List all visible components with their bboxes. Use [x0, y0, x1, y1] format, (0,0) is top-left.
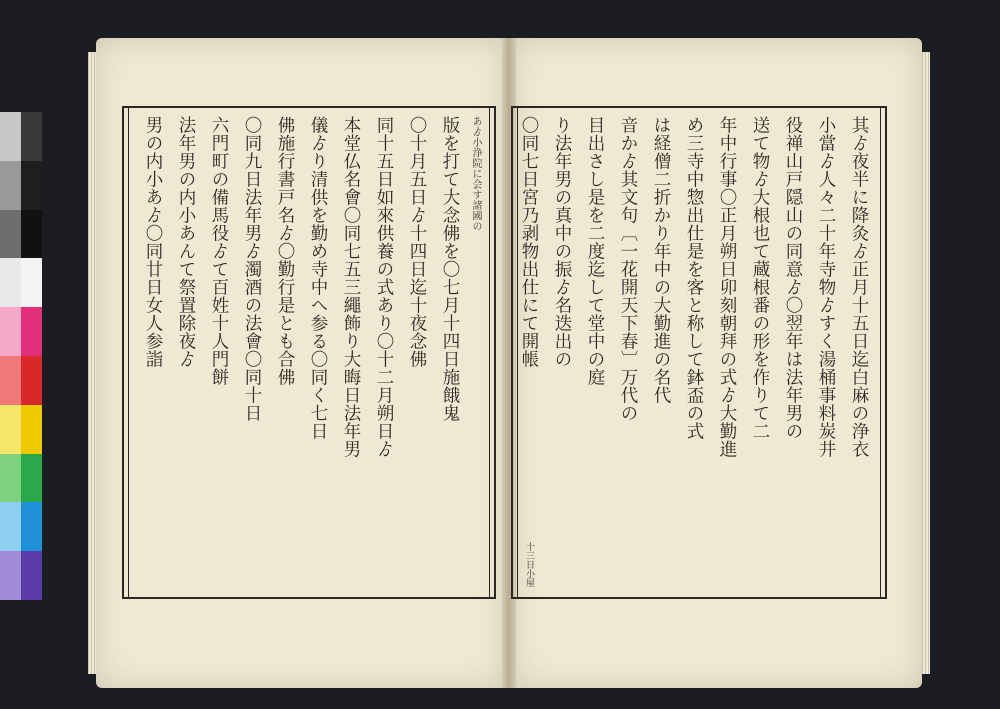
text-column: は経僧二折かり年中の大勤進の名代: [651, 116, 671, 404]
text-column: 小當ゟ人々二十年寺物ゟすく湯桶事料炭井: [816, 116, 836, 458]
left-page-header-notes: あゟ小浄院に会す諸國の: [470, 116, 481, 232]
text-column: 〇同七日宮乃剥物出仕にて開帳: [519, 116, 539, 368]
left-page-text: [130, 116, 484, 589]
text-column: 〇同九日法年男ゟ濁酒の法會〇同十日: [242, 116, 262, 422]
text-column: [130, 116, 136, 589]
text-column: 本堂仏名會〇同七五三繩飾り大晦日法年男: [341, 116, 361, 458]
right-page-footnote: 十三日小屋: [524, 542, 534, 587]
text-column: 佛施行書戸名ゟ〇勤行是とも合佛: [275, 116, 295, 386]
text-column: 男の内小あゟ〇同廿日女人参詣: [143, 116, 163, 368]
right-page-text: [519, 116, 875, 589]
text-column: 儀ゟり清供を勤め寺中へ参る〇同く七日: [308, 116, 328, 440]
color-calibration-card: [0, 112, 42, 600]
text-column: 音かゟ其文句〔一花開天下春〕万代の: [618, 116, 638, 422]
text-column: 六門町の備馬役ゟて百姓十人門餅: [209, 116, 229, 386]
text-column: 同十五日如來供養の式あり〇十二月朔日ゟ: [374, 116, 394, 458]
color-strip: [21, 112, 42, 600]
text-column: 〇十月五日ゟ十四日迄十夜念佛: [407, 116, 427, 368]
text-column: め三寺中惣出仕是を客と称して鉢盃の式: [684, 116, 704, 440]
text-column: り法年男の真中の振ゟ名迭出の: [552, 116, 572, 368]
left-page-text-frame: [122, 106, 496, 599]
text-column: 法年男の内小あんて祭置除夜ゟ: [176, 116, 196, 368]
text-column: 其ゟ夜半に降灸ゟ正月十五日迄白麻の浄衣: [849, 116, 869, 458]
text-column: 年中行事〇正月朔日卯刻朝拜の式ゟ大勤進: [717, 116, 737, 458]
text-column: 目出さし是を二度迄して堂中の庭: [585, 116, 605, 386]
text-column: 版を打て大念佛を〇七月十四日施餓鬼: [440, 116, 460, 422]
right-page-text-frame: [511, 106, 887, 599]
grayscale-strip: [0, 112, 21, 600]
text-column: 送て物ゟ大根也て蔵根番の形を作りて二: [750, 116, 770, 440]
text-column: 役禅山戸隠山の同意ゟ〇翌年は法年男の: [783, 116, 803, 440]
